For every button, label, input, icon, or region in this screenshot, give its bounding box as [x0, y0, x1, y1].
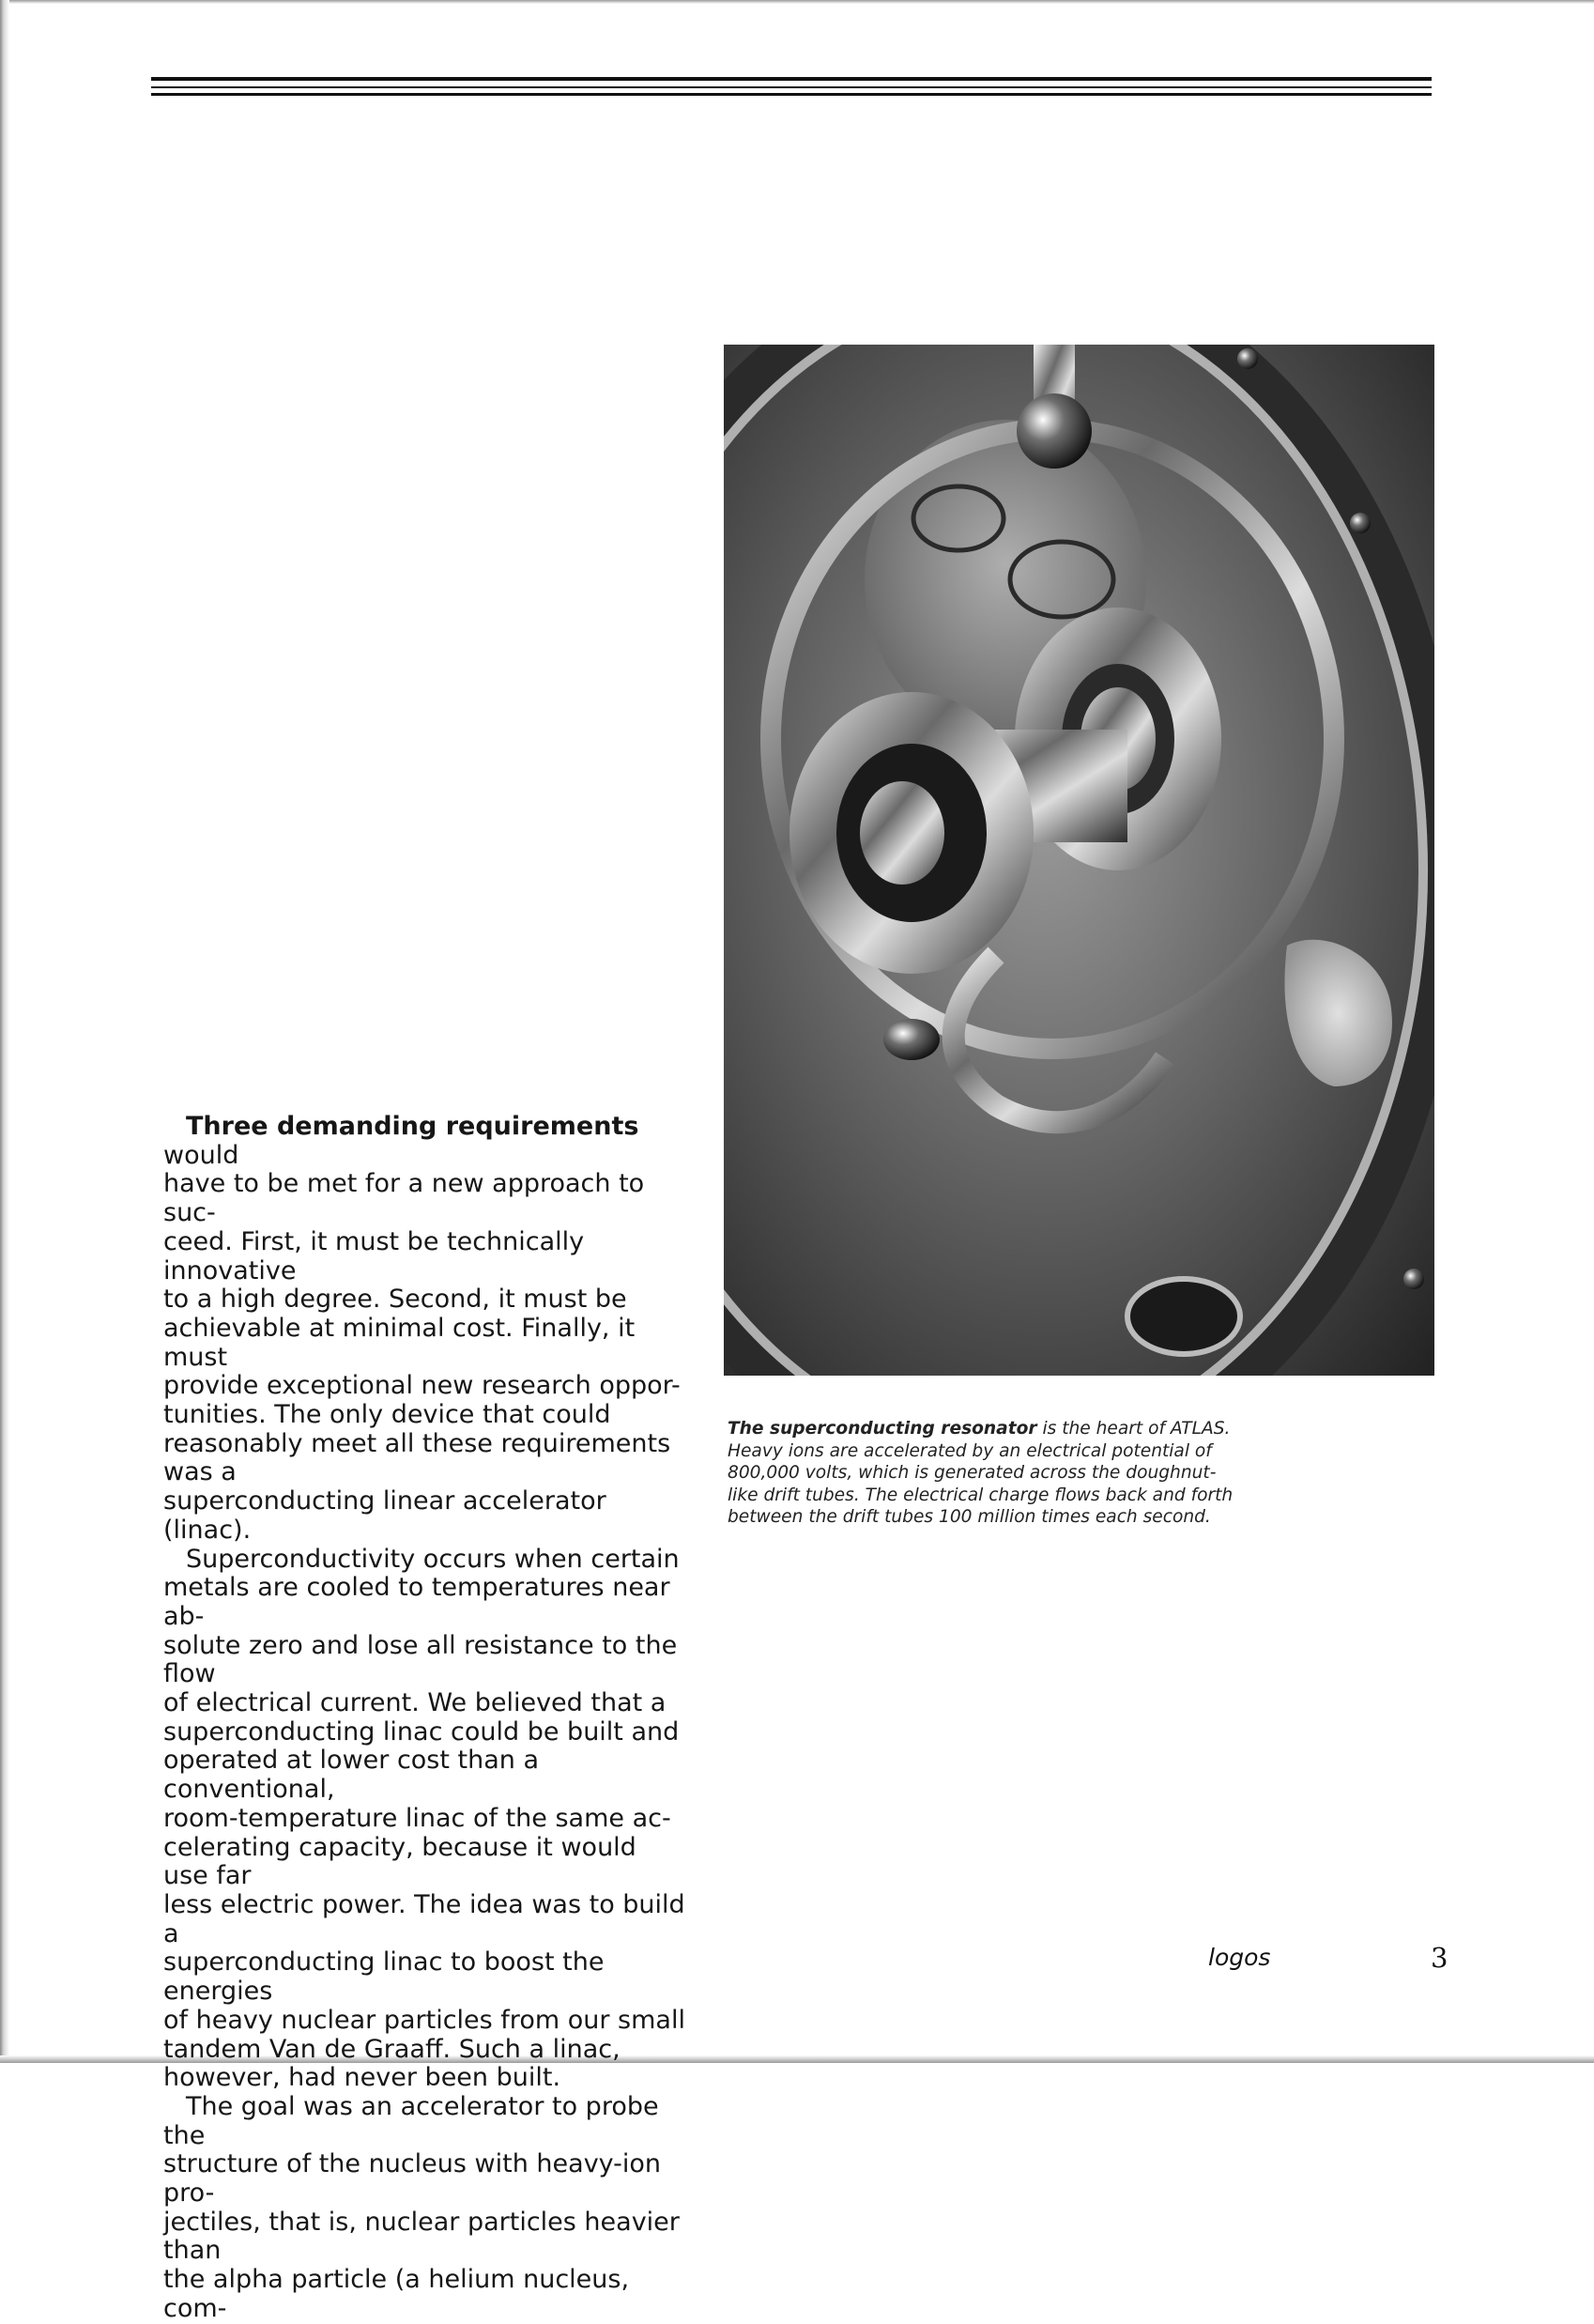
paragraph-lead: Three demanding requirements	[186, 1112, 639, 1141]
header-rule-top	[151, 77, 1432, 81]
paragraph-1: Three demanding requirements would have to be met for a new approach to suc- ceed. First, it must be technically innovative to a high degree. Second, it must be achievable at minimal cost. Finally, it must provide exceptional new research oppor- tunities. The only device that could reasonably meet all these requirements was a superconducting linear accelerator (linac).	[163, 1112, 681, 1545]
publication-logo: logos	[1208, 1944, 1271, 1971]
photo-caption: The superconducting resonator is the heart of ATLAS. Heavy ions are accelerated by an electrical potential of 800,000 volts, which is generated across the doughnut- like drift tubes. The electrical charge flows back and forth between the drift tubes 100 million times each second.	[728, 1419, 1234, 1527]
resonator-photo	[724, 345, 1434, 1376]
page-edge-left	[0, 0, 9, 2063]
paragraph-2: Superconductivity occurs when certain metals are cooled to temperatures near ab- solute zero and lose all resistance to the flow of electrical current. We believed that a superconducting linac could be built and operated at lower cost than a conventional, room-temperature linac of the same ac- celerating capacity, because it would use far less electric power. The idea was to build a superconducting linac to boost the energies of heavy nuclear particles from our small tandem Van de Graaff. Such a linac, however, had never been built.	[163, 1544, 685, 2093]
header-rule-bottom	[151, 93, 1432, 96]
page-edge-top	[0, 0, 1594, 4]
caption-lead: The superconducting resonator	[728, 1419, 1037, 1439]
page-number: 3	[1431, 1942, 1448, 1974]
header-rule-middle	[151, 86, 1432, 88]
body-column	[163, 1113, 689, 2324]
paragraph-3: The goal was an accelerator to probe the structure of the nucleus with heavy-ion pro- jectiles, that is, nuclear particles heavier than the alpha particle (a helium nucleus, com-	[163, 2091, 680, 2323]
